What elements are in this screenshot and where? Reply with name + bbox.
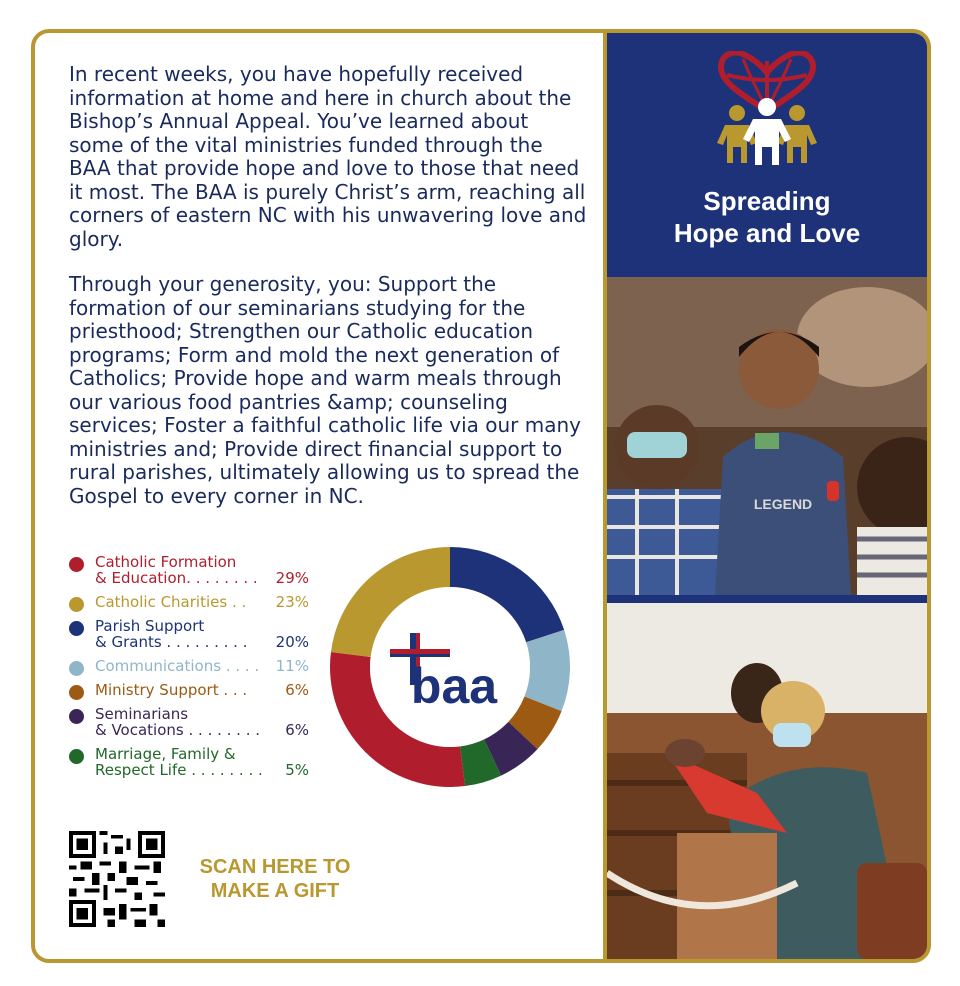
legend-item-parish [69,618,309,650]
legend-percent: 6% [285,681,309,699]
legend-item-seminarians [69,706,309,738]
legend-swatch [69,557,84,572]
legend-label-line1: Marriage, Family & [95,745,236,763]
legend-label-line2: & Grants . . . . . . . . . [95,634,248,650]
qr-code[interactable] [69,831,165,927]
legend-swatch [69,709,84,724]
legend-label-line2: Ministry Support . . . [95,682,248,698]
photo-woman-praying-in-pew [607,603,927,959]
heart-globe-family-icon [713,51,821,169]
legend-swatch [69,597,84,612]
legend-label-line2: Communications . . . . [95,658,260,674]
generosity-paragraph: Through your generosity, you: Support the formation of our seminarians studying for the priesthood; Strengthen our Catholic education programs; Form and mold the next generation of Catholics; Provide hope and warm meals through our various food pantries &amp; counseling services; Foster a faithful catholic life via our many ministries and; Provide direct financial support to rural parishes, ultimately allowing us to spread the Gospel to every corner in NC. [69,272,581,508]
legend-percent: 20% [275,633,309,651]
legend-swatch [69,749,84,764]
legend-label-line2: Catholic Charities . . [95,594,247,610]
shirt-text: LEGEND [753,496,813,512]
legend-percent: 29% [275,569,309,587]
baa-logo-text: baa [410,658,498,714]
donut-slice-communications [524,630,570,711]
legend-swatch [69,621,84,636]
legend-swatch [69,685,84,700]
photo-separator [607,595,927,603]
legend-label-line1: Parish Support [95,617,205,635]
legend-label-line2: Respect Life . . . . . . . . [95,762,263,778]
legend-label-line1: Seminarians [95,705,189,723]
photo-smiling-child-in-pew [607,277,927,595]
legend-item-marriage [69,746,309,778]
legend-item-formation [69,554,309,586]
legend-swatch [69,661,84,676]
flyer-frame [31,29,931,963]
right-panel [607,33,927,959]
legend-percent: 6% [285,721,309,739]
legend-label-line2: & Vocations . . . . . . . . [95,722,261,738]
legend-label-line2: & Education. . . . . . . . [95,570,258,586]
scan-to-give-label: SCAN HERE TO MAKE A GIFT [199,856,351,902]
body-copy [69,63,589,530]
legend-percent: 11% [275,657,309,675]
hero-title: Spreading Hope and Love [673,186,861,248]
legend-percent: 23% [275,593,309,611]
legend-item-communications [69,658,309,674]
legend-label-line1: Catholic Formation [95,553,237,571]
intro-paragraph: In recent weeks, you have hopefully received information at home and here in church about the Bishop’s Annual Appeal. You’ve learned about some of the vital ministries funded through the BAA that provide hope and love to those that need it most. The BAA is purely Christ’s arm, reaching all corners of eastern NC with his unwavering love and glory. [69,62,587,251]
allocation-donut-chart [330,547,570,787]
hero-banner [607,33,927,277]
legend-item-ministry [69,682,309,698]
chart-legend [69,554,309,786]
legend-item-charities [69,594,309,610]
legend-percent: 5% [285,761,309,779]
